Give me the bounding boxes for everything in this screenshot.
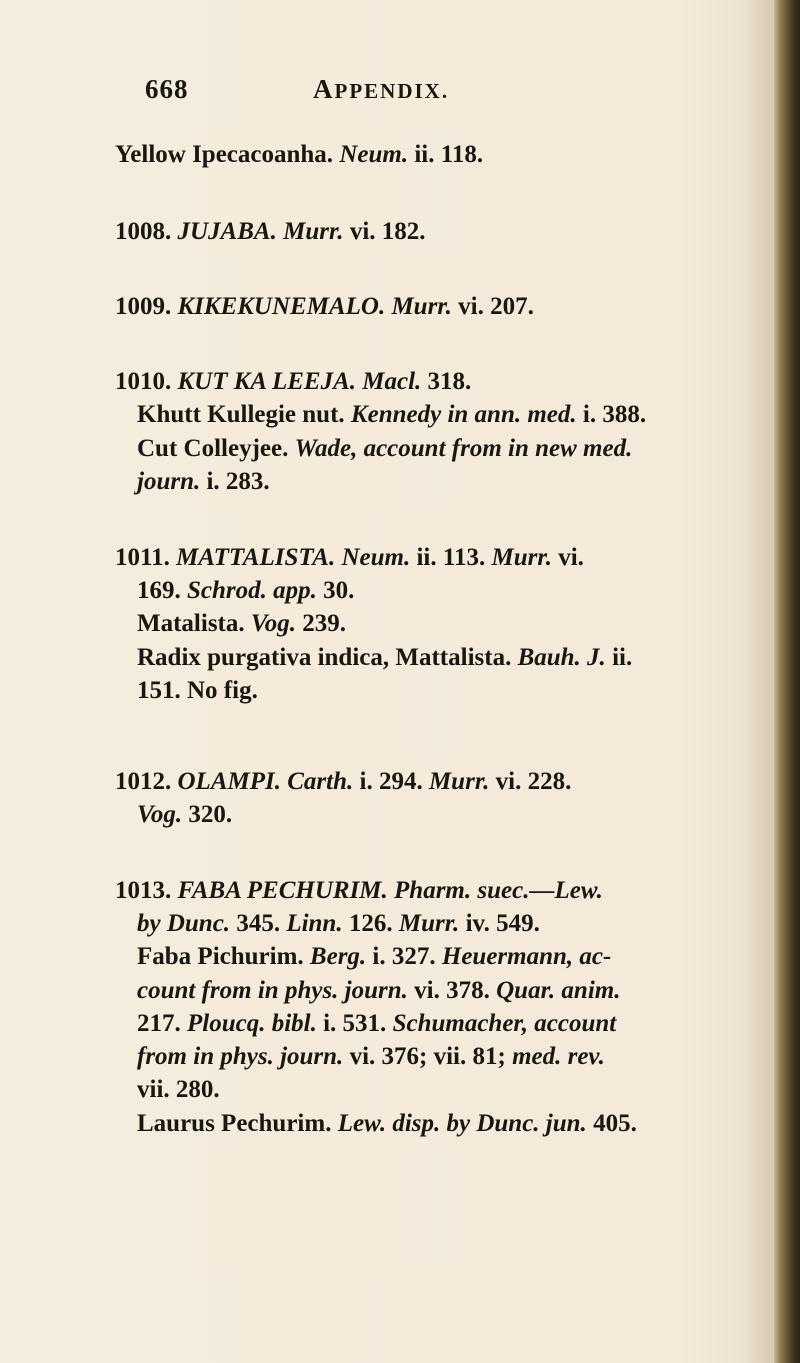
text-segment: 1008. (115, 218, 178, 245)
text-segment: 1013. (115, 877, 178, 904)
text-segment: vi. 182. (343, 218, 426, 245)
text-segment: Matalista. (137, 610, 251, 637)
entry-line (137, 800, 232, 830)
entry-line (137, 400, 646, 430)
text-segment: Macl. (362, 368, 422, 395)
entry-line (137, 942, 611, 972)
text-segment: i. 388. (576, 401, 647, 428)
text-segment: Bauh. J. (517, 644, 606, 671)
text-segment: i. 283. (200, 468, 270, 495)
text-segment: KIKEKUNEMALO. (177, 293, 386, 320)
text-segment: Neum. (341, 544, 411, 571)
text-segment: vi. 228. (489, 768, 572, 795)
text-segment: Murr. (491, 544, 552, 571)
entry-line (137, 609, 346, 639)
text-segment: Murr. (428, 768, 490, 795)
text-segment: journ. (137, 468, 201, 495)
text-segment: Berg. (309, 943, 367, 970)
text-segment: 169. (137, 577, 187, 604)
text-segment: vi. (551, 544, 584, 571)
text-segment: Schrod. app. (187, 577, 317, 604)
text-segment: 318. (421, 368, 472, 395)
running-title-initial: A (313, 74, 335, 104)
text-segment: i. 531. (316, 1010, 393, 1037)
text-segment: from in phys. journ. (137, 1043, 344, 1070)
text-segment: JUJABA. (177, 218, 277, 245)
text-segment: count from in phys. journ. (137, 977, 408, 1004)
page-number: 668 (145, 74, 189, 104)
text-segment: Lew. disp. by Dunc. jun. (337, 1110, 587, 1137)
text-segment: Heuermann, ac- (441, 943, 612, 970)
text-segment: Pharm. suec.—Lew. (394, 877, 603, 904)
text-segment: i. 327. (366, 943, 442, 970)
text-segment: vi. 207. (451, 293, 534, 320)
entry-line (115, 767, 571, 797)
entry-line (137, 1042, 605, 1072)
entry-line (137, 909, 540, 939)
text-segment: Kennedy in ann. med. (350, 401, 577, 428)
entry-line (137, 576, 354, 606)
entry-line (115, 217, 426, 247)
text-segment: Radix purgativa indica, Mattalista. (137, 644, 518, 671)
text-segment: 217. (137, 1010, 187, 1037)
text-segment: Murr. (283, 218, 344, 245)
text-segment: 126. (342, 910, 399, 937)
text-segment: Schumacher, account (392, 1010, 617, 1037)
text-segment: ii. 113. (410, 544, 492, 571)
text-segment: Khutt Kullegie nut. (137, 401, 351, 428)
text-segment: 1011. (115, 544, 177, 571)
text-segment: Carth. (287, 768, 354, 795)
text-segment: Murr. (391, 293, 452, 320)
text-segment: OLAMPI. (177, 768, 281, 795)
entry-line (137, 676, 258, 706)
entry-line (137, 976, 620, 1006)
entry-line (137, 643, 632, 673)
text-segment: 239. (296, 610, 347, 637)
entry-line (115, 292, 534, 322)
page-header (145, 74, 665, 114)
text-segment: Cut Colleyjee. (137, 435, 295, 462)
text-segment: KUT KA LEEJA. (177, 368, 357, 395)
text-segment: Laurus Pechurim. (137, 1110, 338, 1137)
text-segment: MATTALISTA. (176, 544, 336, 571)
text-segment: vi. 376; vii. 81; (343, 1043, 513, 1070)
text-segment: by Dunc. (137, 910, 231, 937)
entry-line (137, 467, 270, 497)
text-segment: i. 294. (353, 768, 429, 795)
entry-line (115, 876, 603, 906)
text-segment: Quar. anim. (496, 977, 621, 1004)
entry-line (137, 434, 632, 464)
text-segment: Yellow Ipecacoanha. (115, 141, 340, 168)
text-segment: Vog. (250, 610, 297, 637)
text-segment: Vog. (137, 801, 183, 828)
entry-line (115, 140, 483, 170)
entry-line (137, 1075, 220, 1105)
text-segment: 151. No fig. (137, 677, 258, 704)
text-segment: Wade, account from in new med. (294, 435, 633, 462)
text-segment: vi. 378. (407, 977, 497, 1004)
text-segment: 320. (182, 801, 233, 828)
text-segment: ii. (605, 644, 633, 671)
text-segment: iv. 549. (459, 910, 540, 937)
text-segment: Ploucq. bibl. (187, 1010, 317, 1037)
text-segment: Linn. (286, 910, 343, 937)
text-segment: ii. 118. (408, 141, 484, 168)
text-segment: 405. (586, 1110, 637, 1137)
text-segment: vii. 280. (137, 1076, 220, 1103)
page-edge-shadow (774, 0, 800, 1363)
text-segment: FABA PECHURIM. (177, 877, 388, 904)
running-title (313, 74, 449, 105)
entry-line (115, 367, 471, 397)
entry-line (137, 1009, 616, 1039)
running-title-rest: PPENDIX. (334, 79, 450, 103)
entry-line (137, 1109, 637, 1139)
text-segment: 30. (316, 577, 355, 604)
text-segment: 345. (230, 910, 287, 937)
text-segment: Faba Pichurim. (137, 943, 310, 970)
text-segment: 1010. (115, 368, 178, 395)
text-segment: med. rev. (512, 1043, 605, 1070)
text-segment: 1009. (115, 293, 178, 320)
text-segment: Neum. (339, 141, 409, 168)
text-segment: Murr. (398, 910, 460, 937)
entry-line (115, 543, 584, 573)
text-segment: 1012. (115, 768, 178, 795)
